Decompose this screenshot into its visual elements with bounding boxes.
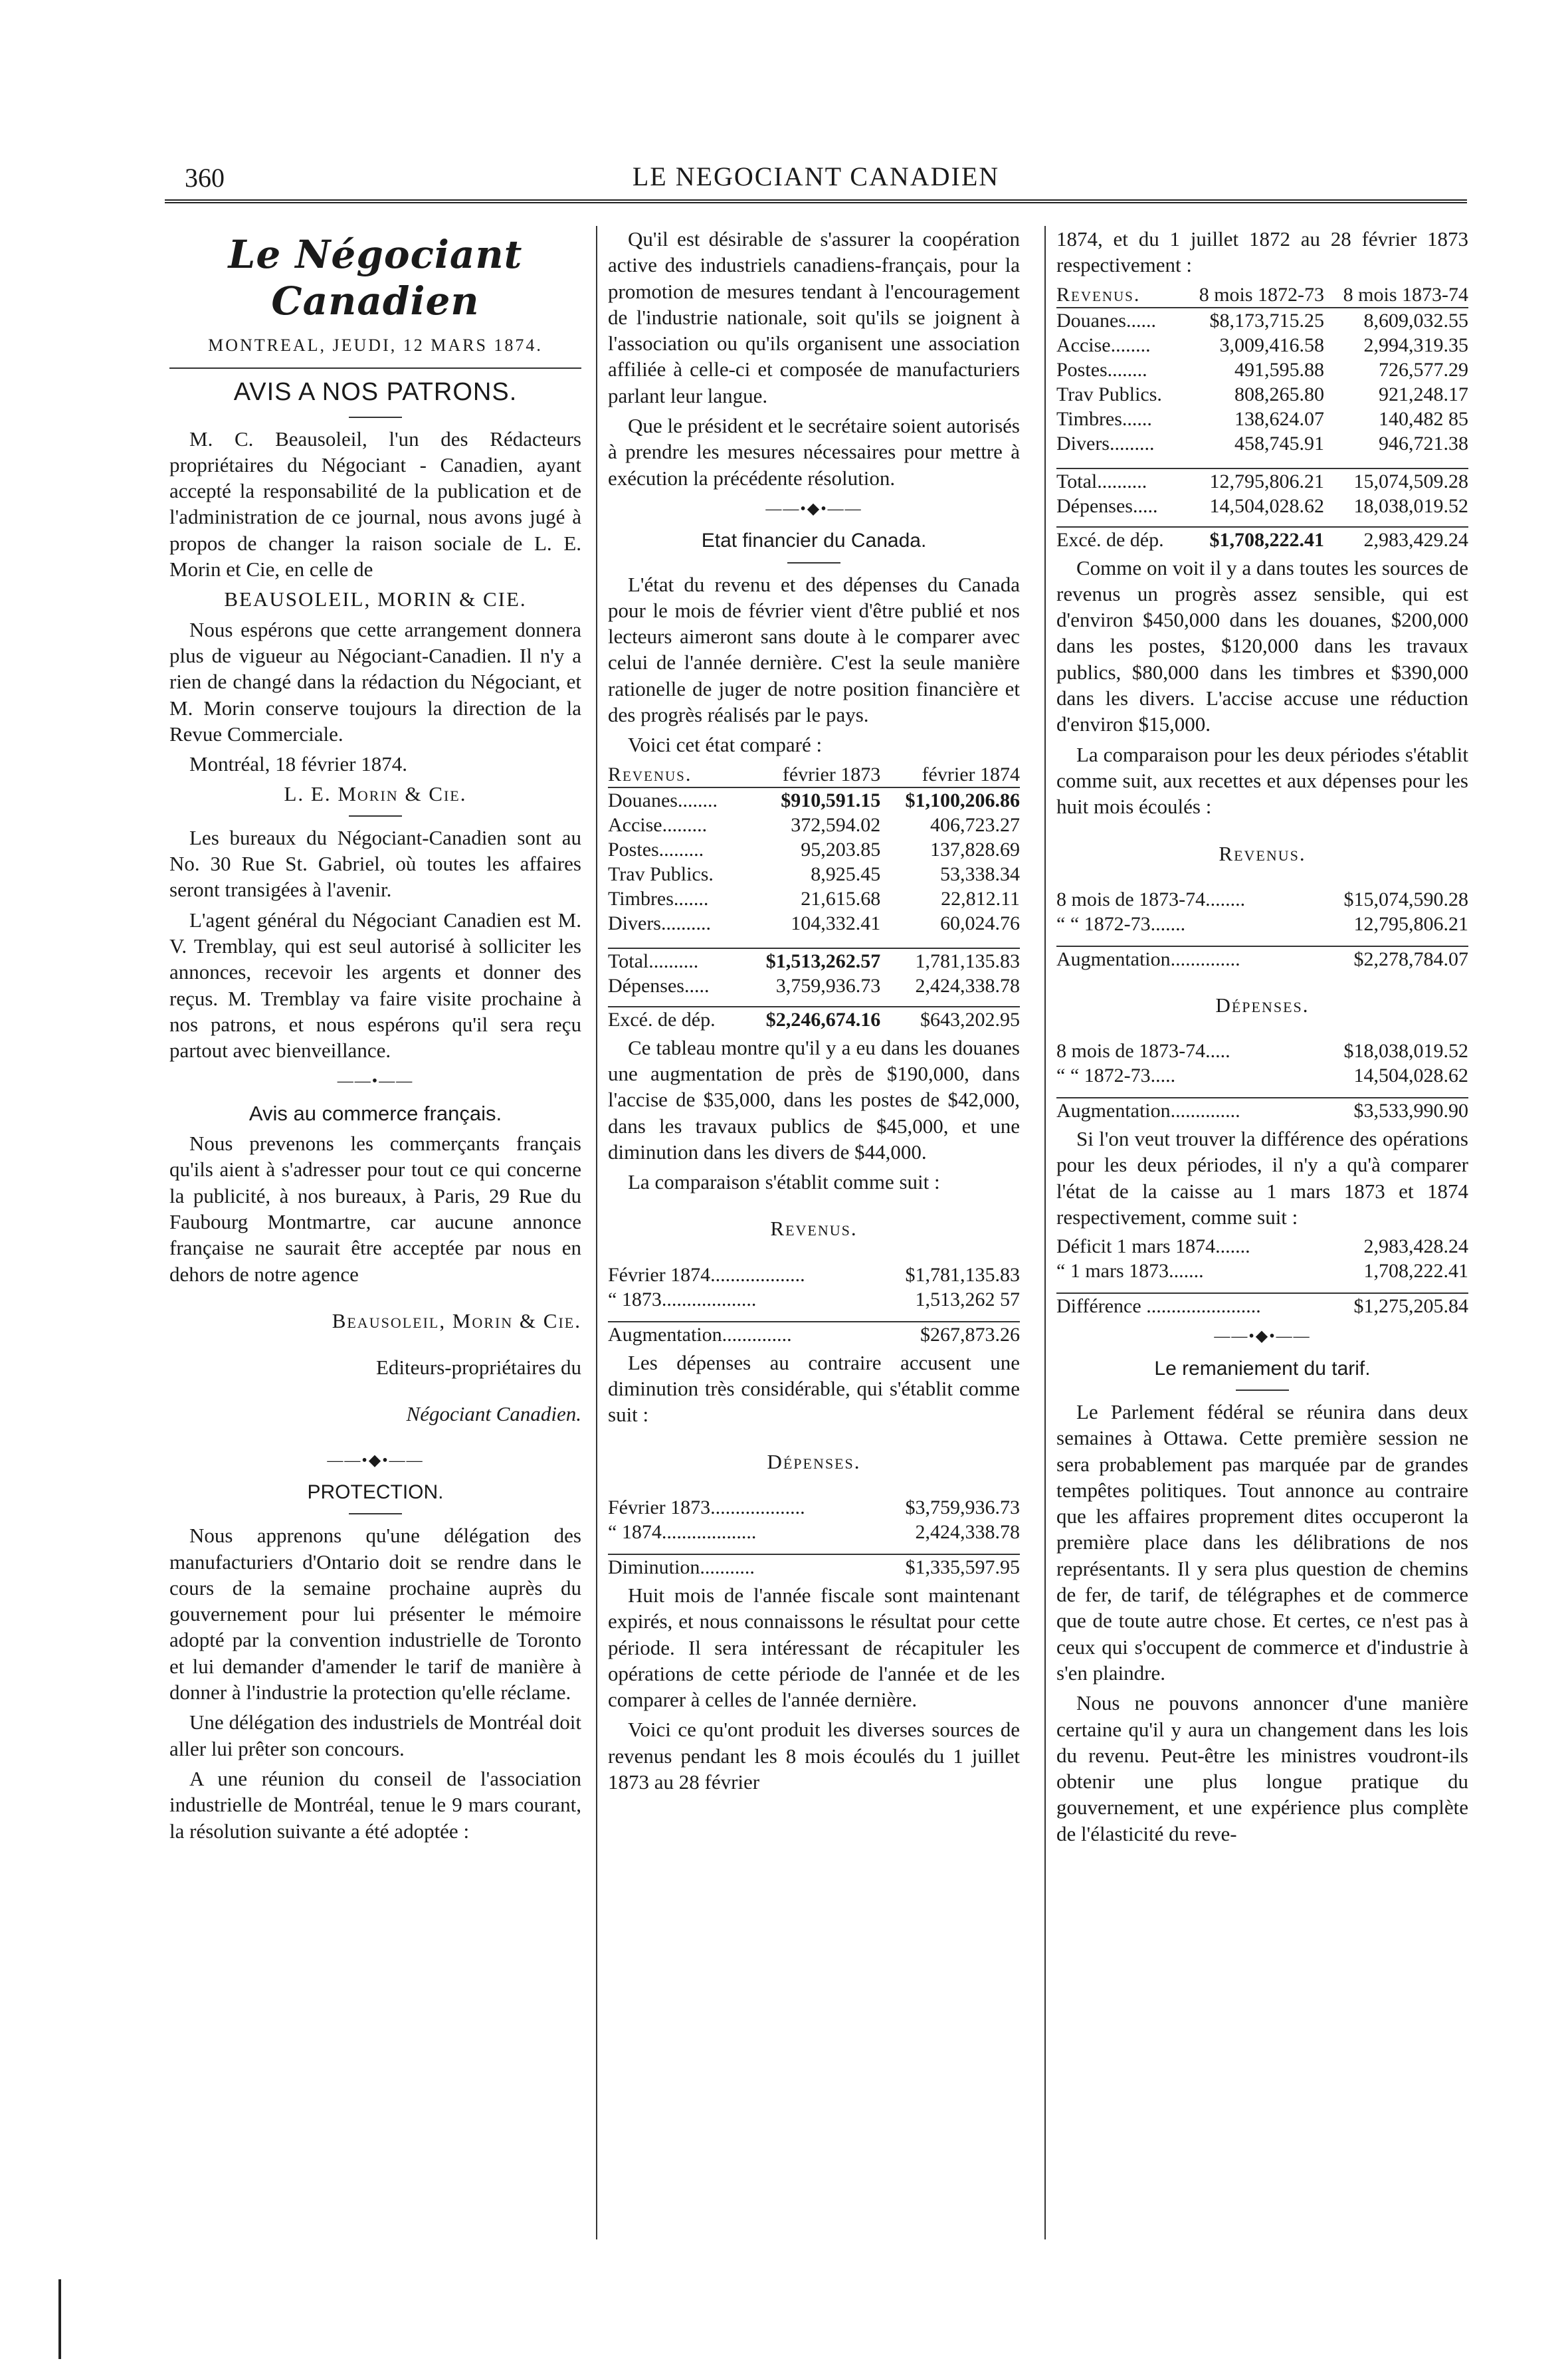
row-value: 21,615.68 [801, 887, 881, 910]
row-label: Accise........ [1056, 334, 1151, 356]
depenses-comparison [1056, 1039, 1468, 1123]
row-value: 104,332.41 [791, 912, 881, 934]
row-value: 138,624.07 [1234, 407, 1325, 430]
table-row [1056, 912, 1468, 936]
protection-paragraph-1: Nous apprenons qu'une délégation des manufacturiers d'Ontario doit se rendre dans le cours de la semaine prochaine auprès du gouvernement pour lui présenter le mémoire adopté par la convention industrielle de Toronto et lui demander d'amender le tarif de manière à donner à l'industrie la protection qu'elle réclame. [169, 1524, 581, 1704]
financial-table-eight-months [1056, 282, 1468, 552]
protection-title: PROTECTION. [307, 1481, 444, 1503]
table-header-row [1056, 282, 1468, 308]
row-value: 53,338.34 [940, 863, 1020, 885]
row-label: Février 1873................... [608, 1496, 805, 1518]
depenses-comparison [608, 1495, 1020, 1580]
running-title: LE NEGOCIANT CANADIEN [632, 161, 1000, 191]
row-value: 8,609,032.55 [1363, 309, 1468, 332]
ornament-divider: ——•—— [337, 1073, 414, 1090]
table-excess-row [608, 1007, 1020, 1032]
column-rule-1 [596, 226, 597, 2239]
table-row [608, 1263, 1020, 1287]
avis-signature: L. E. Morin & Cie. [284, 782, 467, 806]
row-value: 808,265.80 [1234, 383, 1325, 405]
table-row [608, 1322, 1020, 1347]
row-value: 60,024.76 [940, 912, 1020, 934]
row-label: Total.......... [1056, 470, 1147, 492]
protection-paragraph-2: Une délégation des industriels de Montréal doit aller lui prêter son concours. [169, 1710, 581, 1760]
row-value: 95,203.85 [801, 838, 881, 861]
resolution-paragraph-2: Que le président et le secrétaire soient autorisés à prendre les mesures nécessaires pour mettre à exécution la précédente résolution. [608, 414, 1020, 490]
row-label: “ “ 1872-73....... [1056, 912, 1186, 935]
row-label: Excé. de dép. [608, 1008, 716, 1031]
row-value: 921,248.17 [1379, 383, 1468, 405]
avis-date: Montréal, 18 février 1874. [189, 752, 407, 776]
row-value: 726,577.29 [1379, 358, 1468, 381]
row-label: Timbres....... [608, 887, 709, 910]
row-label: Dépenses..... [608, 974, 710, 997]
revenus-label: Revenus. [1219, 841, 1306, 865]
row-label: Postes......... [608, 838, 704, 861]
row-value: 3,009,416.58 [1219, 334, 1325, 356]
table-row [608, 837, 1020, 862]
row-label: 8 mois de 1873-74........ [1056, 888, 1246, 910]
row-label: “ 1873................... [608, 1288, 757, 1310]
depenses-intro: Les dépenses au contraire accusent une diminution très considérable, qui s'établit comme suit : [608, 1350, 1020, 1427]
table-row [1056, 1098, 1468, 1123]
row-value: 12,795,806.21 [1209, 470, 1325, 492]
row-value: 2,994,319.35 [1363, 334, 1468, 356]
row-value: $18,038,019.52 [1343, 1040, 1468, 1063]
row-label: Février 1874................... [608, 1263, 805, 1286]
row-label: Diminution........... [608, 1556, 755, 1578]
agent-paragraph: L'agent général du Négociant Canadien est M. V. Tremblay, qui est seul autorisé à solliciter les annonces, recevoir les argents et donner des reçus. M. Tremblay va faire visite prochaine à nos patrons, et nous espérons qu'il sera reçu partout avec bienveillance. [169, 908, 581, 1063]
financial-table-february [608, 762, 1020, 1032]
row-value: 458,745.91 [1234, 432, 1325, 455]
ornament-divider: ——•◆•—— [1214, 1328, 1311, 1346]
row-label: Excé. de dép. [1056, 528, 1164, 551]
continued-paragraph: 1874, et du 1 juillet 1872 au 28 février 1873 respectivement : [1056, 227, 1468, 277]
row-value: 1,781,135.83 [915, 950, 1020, 972]
short-rule [349, 417, 402, 418]
avis-firm-name: BEAUSOLEIL, MORIN & CIE. [224, 587, 527, 611]
tarif-paragraph-1: Le Parlement fédéral se réunira dans deux semaines à Ottawa. Cette première session ne sera probablement pas marquée par de grandes tempêtes politiques. Tout annonce au contraire que les affaires proprement dites occuperont la première place dans les délibrations de nos représentants. Il y sera plus question de chemins de fer, de tarif, de télégraphes et de commerce que de toute autre chose. Et certes, ce n'est pas à ceux qui s'occupent de commerce et d'industrie à s'en plaindre. [1056, 1399, 1468, 1685]
table-row [1056, 1039, 1468, 1063]
row-value: 491,595.88 [1234, 358, 1325, 381]
table-row [1056, 333, 1468, 358]
table-row [1056, 382, 1468, 407]
table-header-cell: 8 mois 1872-73 [1199, 283, 1325, 306]
commerce-signature-line3: Négociant Canadien. [406, 1402, 581, 1426]
table-excess-row [1056, 527, 1468, 552]
row-value: 3,759,936.73 [775, 974, 881, 997]
row-label: Timbres...... [1056, 407, 1152, 430]
table-row [1056, 308, 1468, 333]
table-row [1056, 358, 1468, 382]
row-label: Déficit 1 mars 1874....... [1056, 1235, 1250, 1258]
commerce-signature: Beausoleil, Morin & Cie. [332, 1308, 581, 1332]
table-row [1056, 946, 1468, 972]
table-header-cell: février 1873 [782, 763, 881, 785]
etat-title: Etat financier du Canada. [701, 530, 927, 552]
page-header [165, 154, 1467, 194]
row-value: 946,721.38 [1379, 432, 1468, 455]
row-label: Divers......... [1056, 432, 1155, 455]
row-label: “ 1 mars 1873....... [1056, 1260, 1204, 1283]
tarif-title: Le remaniement du tarif. [1154, 1357, 1371, 1380]
resolution-paragraph-1: Qu'il est désirable de s'assurer la coopération active des industriels canadiens-français, pour la promotion de mesures tendant à l'encouragement de l'industrie nationale, soit qu'ils se joignent à l'association ou qu'ils organisent une association affiliée à celle-ci et composée de manufacturiers parlant leur langue. [608, 227, 1020, 407]
table-row [1056, 407, 1468, 431]
row-label: Postes........ [1056, 358, 1147, 381]
table-row [608, 1554, 1020, 1580]
depenses-label: Dépenses. [767, 1449, 861, 1473]
bureaux-paragraph: Les bureaux du Négociant-Canadien sont au No. 30 Rue St. Gabriel, où toutes les affaires seront transigées à l'avenir. [169, 825, 581, 902]
short-rule [349, 815, 402, 817]
table-row [1056, 1063, 1468, 1088]
table-row [1056, 887, 1468, 912]
row-value: 1,708,222.41 [1363, 1260, 1468, 1283]
table-row [608, 813, 1020, 837]
row-label: Trav Publics. [608, 863, 714, 885]
row-label: “ “ 1872-73..... [1056, 1065, 1176, 1087]
row-label: Différence ....................... [1056, 1295, 1261, 1318]
table-depenses-row [1056, 494, 1468, 518]
avis-paragraph-1: M. C. Beausoleil, l'un des Rédacteurs propriétaires du Négociant - Canadien, ayant accepté la responsabilité de la publication et de l'administration de ce journal, nous avons jugé à propos de changer la raison sociale de L. E. Morin et Cie, en celle de [169, 427, 581, 581]
table-total-row [608, 948, 1020, 974]
commerce-signature-line2: Editeurs-propriétaires du [375, 1356, 581, 1380]
table-row [608, 1495, 1020, 1520]
etat-paragraph-1: L'état du revenu et des dépenses du Canada pour le mois de février vient d'être publié et nos lecteurs aimeront sans doute à le comparer avec celui de l'année dernière. C'est la seule manière rationelle de juger de notre position financière et des progrès réalisés par le pays. [608, 572, 1020, 727]
row-value: 22,812.11 [941, 887, 1020, 910]
table-depenses-row [608, 974, 1020, 998]
row-value: $15,074,590.28 [1343, 888, 1468, 910]
table-row [608, 911, 1020, 936]
short-rule [349, 1513, 402, 1514]
huit-mois-paragraph: Huit mois de l'année fiscale sont maintenant expirés, et nous connaissons le résultat pour cette période. Il sera intéressant de récapituler les opérations de cette période de l'année et de les comparer à celles de l'année dernière. [608, 1583, 1020, 1712]
commerce-paragraph: Nous prevenons les commerçants français qu'ils aient à s'adresser pour tout ce qui concerne la publicité, à nos bureaux, à Paris, 29 Rue du Faubourg Montmartre, car aucune annonce française ne saurait être acceptée par nous en dehors de notre agence [169, 1132, 581, 1286]
row-label: Dépenses..... [1056, 494, 1158, 517]
deficit-comparison [1056, 1234, 1468, 1318]
comparaison-paragraph: La comparaison pour les deux périodes s'établit comme suit, aux recettes et aux dépenses pour les huit mois écoulés : [1056, 742, 1468, 819]
page-number: 360 [185, 163, 225, 193]
row-value: 15,074,509.28 [1353, 470, 1468, 492]
row-value: $1,335,597.95 [905, 1556, 1020, 1578]
table-header-cell: 8 mois 1873-74 [1343, 283, 1468, 306]
short-rule [787, 562, 840, 564]
row-label: Augmentation.............. [1056, 948, 1240, 970]
column-2 [608, 226, 1020, 1799]
table-row [1056, 1259, 1468, 1283]
masthead: Le Négociant Canadien [228, 232, 523, 324]
revenus-comparison [608, 1263, 1020, 1347]
row-value: 2,983,428.24 [1363, 1235, 1468, 1258]
row-value: 18,038,019.52 [1353, 494, 1468, 517]
row-value: 140,482 85 [1379, 407, 1468, 430]
revenus-comparison [1056, 887, 1468, 972]
table-header-row [608, 762, 1020, 787]
row-value: 12,795,806.21 [1353, 912, 1468, 935]
etat-paragraph-2: Voici cet état comparé : [628, 733, 823, 757]
row-value: 2,424,338.78 [915, 1520, 1020, 1543]
row-value: $2,246,674.16 [765, 1008, 881, 1031]
protection-paragraph-3: A une réunion du conseil de l'association industrielle de Montréal, tenue le 9 mars courant, la résolution suivante a été adoptée : [169, 1766, 581, 1843]
difference-paragraph: Si l'on veut trouver la différence des opérations pour les deux périodes, il n'y a qu'à comparer l'état de la caisse au 1 mars 1873 et 1874 respectivement, comme suit : [1056, 1127, 1468, 1229]
table-row [1056, 1293, 1468, 1318]
table-row [608, 886, 1020, 911]
tarif-paragraph-2: Nous ne pouvons annoncer d'une manière certaine qu'il y aura un changement dans les lois du revenu. Peut-être les ministres voudront-ils obtenir une plus longue pratique du gouvernement, et une expérience plus complète de l'élasticité du reve- [1056, 1691, 1468, 1845]
row-value: 137,828.69 [930, 838, 1020, 861]
table-total-row [1056, 468, 1468, 494]
row-value: 406,723.27 [930, 813, 1020, 836]
revenus-label: Revenus. [770, 1217, 858, 1241]
commerce-title: Avis au commerce français. [248, 1101, 502, 1125]
table-row [608, 862, 1020, 886]
row-value: $8,173,715.25 [1209, 309, 1325, 332]
row-label: Augmentation.............. [1056, 1100, 1240, 1122]
row-value: $3,533,990.90 [1353, 1100, 1468, 1122]
table-row [1056, 1234, 1468, 1259]
voici-paragraph: Voici ce qu'ont produit les diverses sources de revenus pendant les 8 mois écoulés du 1 juillet 1873 au 28 février [608, 1718, 1020, 1794]
row-value: $267,873.26 [920, 1323, 1020, 1346]
row-label: “ 1874................... [608, 1520, 757, 1543]
row-value: $2,278,784.07 [1353, 948, 1468, 970]
tableau-paragraph: Ce tableau montre qu'il y a eu dans les douanes une augmentation de près de $190,000, dans l'accise de $35,000, dans les postes de $42,000, dans les travaux publics de $45,000, et une diminution dans les divers de $44,000. [608, 1035, 1020, 1164]
row-value: $1,513,262.57 [765, 950, 881, 972]
margin-mark [58, 2279, 61, 2359]
table-row [608, 1520, 1020, 1544]
row-value: $643,202.95 [920, 1008, 1020, 1031]
table-header-cell: février 1874 [922, 763, 1020, 785]
row-label: Augmentation.............. [608, 1323, 792, 1346]
row-value: $1,275,205.84 [1353, 1295, 1468, 1318]
header-rule [165, 199, 1467, 203]
row-label: Douanes........ [608, 789, 718, 811]
table-header-cell: Revenus. [1056, 283, 1141, 306]
row-value: 2,424,338.78 [915, 974, 1020, 997]
depenses-label: Dépenses. [1215, 993, 1310, 1017]
comparaison-paragraph: La comparaison s'établit comme suit : [628, 1170, 940, 1194]
avis-title: AVIS A NOS PATRONS. [233, 378, 518, 407]
table-header-cell: Revenus. [608, 763, 692, 785]
column-1 [169, 226, 581, 1848]
row-value: 14,504,028.62 [1209, 494, 1325, 517]
ornament-divider: ——•◆•—— [765, 500, 862, 518]
row-value: $910,591.15 [781, 789, 881, 811]
comme-paragraph: Comme on voit il y a dans toutes les sources de revenus un progrès assez sensible, qui est d'environ $450,000 dans les douanes, $200,000 dans les postes, $120,000 dans les travaux publics, $80,000 dans les timbres et $390,000 dans les divers. L'accise accuse une réduction d'environ $15,000. [1056, 556, 1468, 736]
divider [169, 367, 581, 369]
row-value: 372,594.02 [791, 813, 881, 836]
row-value: 14,504,028.62 [1353, 1065, 1468, 1087]
column-3 [1056, 226, 1468, 1851]
row-value: 2,983,429.24 [1363, 528, 1468, 551]
table-row [608, 787, 1020, 813]
row-value: $1,100,206.86 [905, 789, 1020, 811]
short-rule [1236, 1390, 1289, 1391]
row-value: 8,925.45 [811, 863, 881, 885]
table-row [608, 1287, 1020, 1312]
row-value: 1,513,262 57 [915, 1288, 1020, 1310]
row-label: Accise......... [608, 813, 708, 836]
table-row [1056, 431, 1468, 456]
row-label: Douanes...... [1056, 309, 1156, 332]
row-value: $3,759,936.73 [905, 1496, 1020, 1518]
row-label: Trav Publics. [1056, 383, 1162, 405]
dateline: MONTREAL, JEUDI, 12 MARS 1874. [208, 336, 543, 355]
row-label: Total.......... [608, 950, 699, 972]
avis-paragraph-2: Nous espérons que cette arrangement donnera plus de vigueur au Négociant-Canadien. Il n'y a rien de changé dans la rédaction du Négociant, et M. Morin conserve toujours la direction de la Revue Commerciale. [169, 617, 581, 746]
row-value: $1,708,222.41 [1209, 528, 1325, 551]
row-value: $1,781,135.83 [905, 1263, 1020, 1286]
ornament-divider: ——•◆•—— [327, 1451, 424, 1469]
row-label: Divers.......... [608, 912, 711, 934]
column-rule-2 [1044, 226, 1046, 2239]
row-label: 8 mois de 1873-74..... [1056, 1040, 1230, 1063]
